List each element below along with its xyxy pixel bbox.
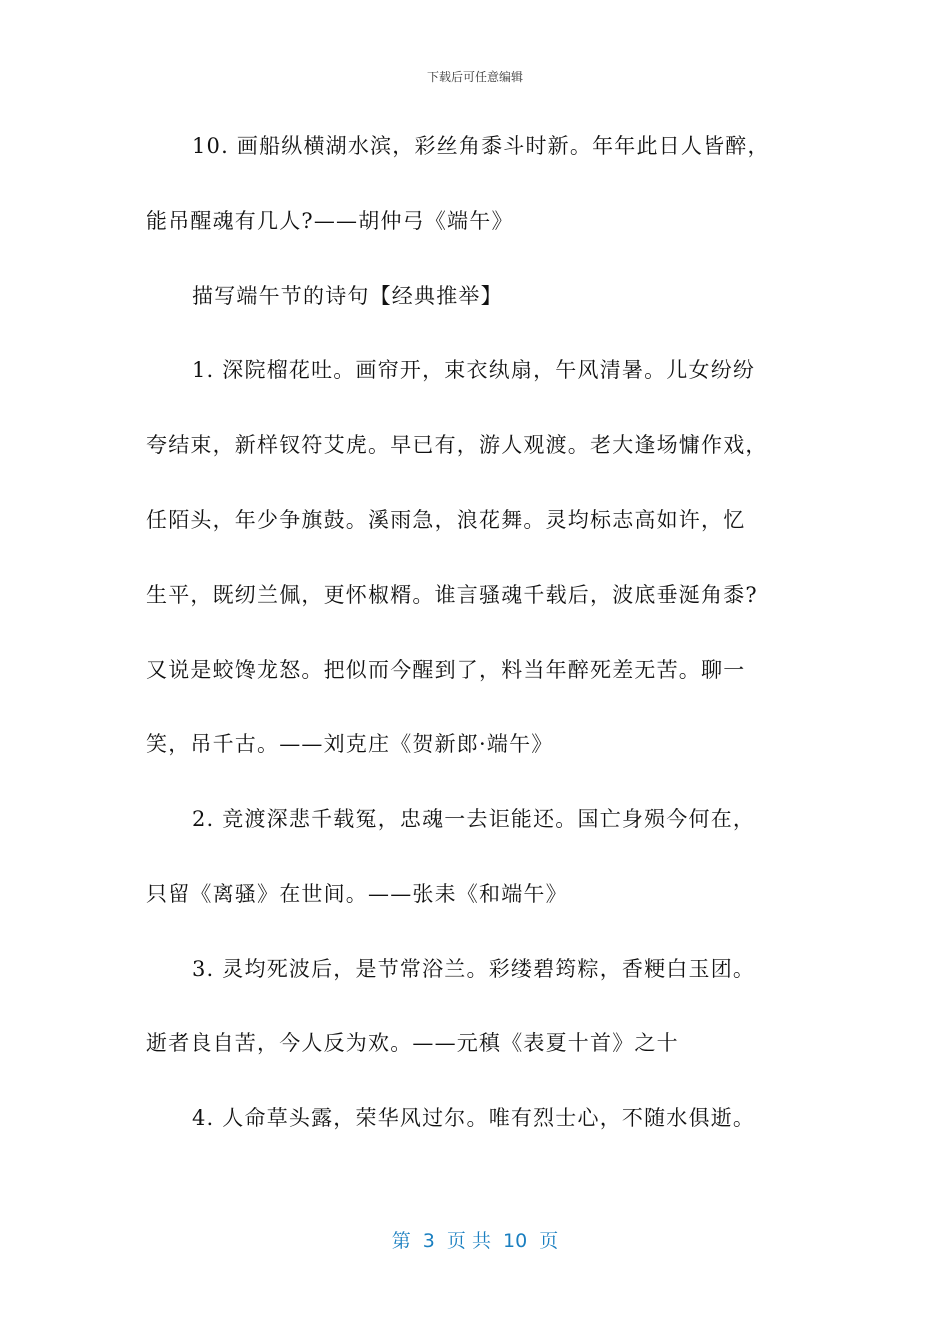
text-line: 1. 深院榴花吐。画帘开，束衣纨扇，午风清暑。儿女纷纷 (192, 358, 756, 382)
text-line: 笑，吊千古。——刘克庄《贺新郎·端午》 (146, 732, 554, 756)
text-line: 2. 竞渡深悲千载冤，忠魂一去讵能还。国亡身殒今何在， (192, 807, 756, 831)
text-line: 夸结束，新样钗符艾虎。早已有，游人观渡。老大逢场慵作戏， (146, 433, 768, 457)
text-line: 逝者良自苦，今人反为欢。——元稹《表夏十首》之十 (146, 1031, 679, 1055)
text-line: 生平，既纫兰佩，更怀椒糈。谁言骚魂千载后，波底垂涎角黍? (146, 583, 758, 607)
text-line: 任陌头，年少争旗鼓。溪雨急，浪花舞。灵均标志高如许，忆 (146, 508, 746, 532)
text-line: 10. 画船纵横湖水滨，彩丝角黍斗时新。年年此日人皆醉， (192, 134, 770, 158)
page-indicator: 第 3 页 共 10 页 (391, 1230, 559, 1252)
header-note: 下载后可任意编辑 (426, 70, 523, 84)
text-line: 又说是蛟馋龙怒。把似而今醒到了，料当年醉死差无苦。聊一 (146, 658, 746, 682)
text-line: 3. 灵均死波后，是节常浴兰。彩缕碧筠粽，香粳白玉团。 (192, 957, 756, 981)
text-line: 4. 人命草头露，荣华风过尔。唯有烈士心，不随水俱逝。 (192, 1106, 756, 1130)
section-heading: 描写端午节的诗句【经典推举】 (192, 284, 503, 308)
text-line: 只留《离骚》在世间。——张耒《和端午》 (146, 882, 568, 906)
text-line: 能吊醒魂有几人?——胡仲弓《端午》 (146, 209, 514, 233)
